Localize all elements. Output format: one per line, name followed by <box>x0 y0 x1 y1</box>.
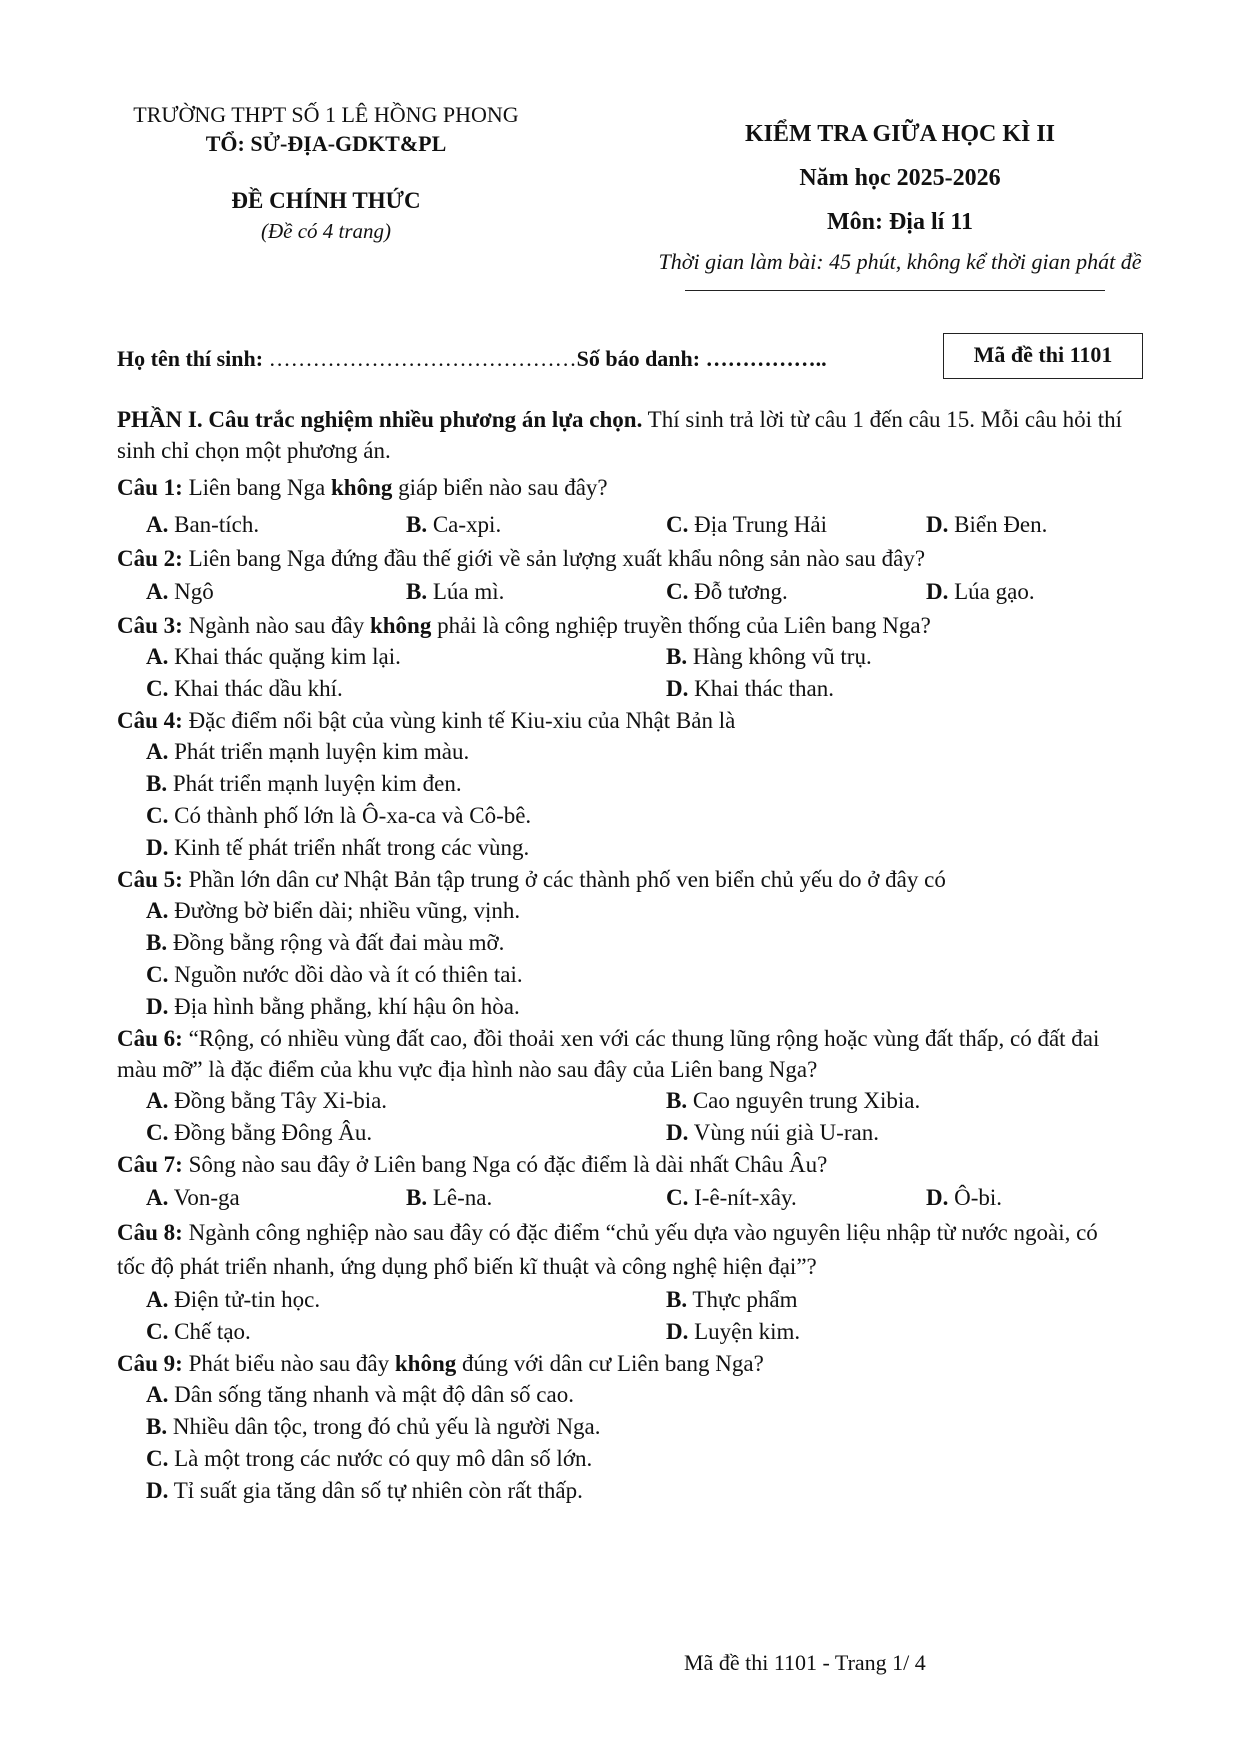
exam-body <box>117 404 1127 1507</box>
question <box>117 472 1127 503</box>
department-name: TỔ: SỬ-ĐỊA-GDKT&PL <box>205 131 447 156</box>
option-row <box>146 1085 1127 1117</box>
option-c[interactable]: C. I-ê-nít-xây. <box>666 1185 797 1210</box>
school-year: Năm học 2025-2026 <box>799 165 1001 191</box>
option-a[interactable]: A. Khai thác quặng kim lại. <box>146 644 401 669</box>
question-label: Câu 8: <box>117 1220 183 1245</box>
option-d[interactable]: D. Vùng núi già U-ran. <box>666 1120 879 1145</box>
option-b[interactable]: B. Phát triển mạnh luyện kim đen. <box>146 771 462 796</box>
question-text: Ngành công nghiệp nào sau đây có đặc điểm “chủ yếu dựa vào nguyên liệu nhập từ nước ngoài, có tốc độ phát triển nhanh, ứng dụng phổ biến kĩ thuật và công nghệ hiện đại”? <box>117 1220 1098 1279</box>
exam-title: KIỂM TRA GIỮA HỌC KÌ II <box>744 121 1056 147</box>
official-label: ĐỀ CHÍNH THỨC <box>231 188 421 213</box>
question <box>117 1216 1127 1284</box>
exam-code-box <box>943 333 1143 379</box>
question-emphasis: không <box>369 613 432 638</box>
option-a[interactable]: A. Ngô <box>146 579 214 604</box>
option-c[interactable]: C. Chế tạo. <box>146 1319 251 1344</box>
option-c[interactable]: C. Khai thác dầu khí. <box>146 676 343 701</box>
option-a[interactable]: A. Von-ga <box>146 1185 240 1210</box>
question <box>117 610 1127 641</box>
question <box>117 1023 1127 1085</box>
subject: Môn: Địa lí 11 <box>826 209 973 235</box>
question-emphasis: không <box>331 475 393 500</box>
option-a[interactable]: A. Phát triển mạnh luyện kim màu. <box>146 739 470 764</box>
option-b[interactable]: B. Hàng không vũ trụ. <box>666 644 872 669</box>
question <box>117 1348 1127 1379</box>
option-c[interactable]: C. Địa Trung Hải <box>666 512 828 537</box>
option-row <box>146 1284 1127 1316</box>
question-text: giáp biển nào sau đây? <box>392 475 608 500</box>
question-text: Phát biểu nào sau đây <box>182 1351 395 1376</box>
option-a[interactable]: A. Ban-tích. <box>146 512 260 537</box>
option-row <box>146 1316 1127 1348</box>
option-d[interactable]: D. Ô-bi. <box>926 1185 1003 1210</box>
option-d[interactable]: D. Khai thác than. <box>666 676 834 701</box>
question <box>117 543 1127 574</box>
option-row <box>146 1117 1127 1149</box>
option-c[interactable]: C. Là một trong các nước có quy mô dân số lớn. <box>146 1446 593 1471</box>
question-text: “Rộng, có nhiều vùng đất cao, đồi thoải xen với các thung lũng rộng hoặc vùng đất thấp, có đất đai màu mỡ” là đặc điểm của khu vực địa hình nào sau đây của Liên bang Nga? <box>117 1026 1100 1082</box>
question-text: Liên bang Nga <box>182 475 331 500</box>
option-b[interactable]: B. Đồng bằng rộng và đất đai màu mỡ. <box>146 930 505 955</box>
question-label: Câu 6: <box>117 1026 183 1051</box>
option-c[interactable]: C. Nguồn nước dồi dào và ít có thiên tai. <box>146 962 523 987</box>
option-c[interactable]: C. Đồng bằng Đông Âu. <box>146 1120 373 1145</box>
question-label: Câu 2: <box>117 546 183 571</box>
option-d[interactable]: D. Lúa gạo. <box>926 579 1035 604</box>
question-label: Câu 9: <box>117 1351 183 1376</box>
question-label: Câu 7: <box>117 1152 183 1177</box>
exam-code: Mã đề thi 1101 <box>973 342 1113 367</box>
page-footer: Mã đề thi 1101 - Trang 1/ 4 <box>684 1650 926 1675</box>
header-divider <box>685 290 1105 291</box>
question <box>117 705 1127 736</box>
option-c[interactable]: C. Đỗ tương. <box>666 579 788 604</box>
option-b[interactable]: B. Lúa mì. <box>406 579 505 604</box>
name-dots: …………………………………… <box>268 346 577 371</box>
question-text: Ngành nào sau đây <box>182 613 370 638</box>
option-c[interactable]: C. Có thành phố lớn là Ô-xa-ca và Cô-bê. <box>146 803 532 828</box>
option-a[interactable]: A. Dân sống tăng nhanh và mật độ dân số cao. <box>146 1382 574 1407</box>
question-text: Phần lớn dân cư Nhật Bản tập trung ở các thành phố ven biển chủ yếu do ở đây có <box>182 867 946 892</box>
option-row <box>146 1180 1127 1216</box>
question-text: phải là công nghiệp truyền thống của Liên bang Nga? <box>431 613 931 638</box>
option-d[interactable]: D. Luyện kim. <box>666 1319 801 1344</box>
option-row <box>146 641 1127 673</box>
option-row <box>146 507 1127 543</box>
part-instruction: Thí sinh trả lời từ câu 1 đến câu 15. Mỗi câu hỏi thí sinh chỉ chọn một phương án. <box>117 407 1122 463</box>
exam-header <box>600 112 1200 280</box>
option-d[interactable]: D. Biển Đen. <box>926 512 1048 537</box>
question-label: Câu 5: <box>117 867 183 892</box>
question <box>117 864 1127 895</box>
part-title: PHẦN I. Câu trắc nghiệm nhiều phương án lựa chọn. <box>117 407 643 432</box>
question-label: Câu 4: <box>117 708 183 733</box>
option-d[interactable]: D. Địa hình bằng phẳng, khí hậu ôn hòa. <box>146 994 520 1019</box>
question-label: Câu 3: <box>117 613 183 638</box>
option-b[interactable]: B. Nhiều dân tộc, trong đó chủ yếu là người Nga. <box>146 1414 601 1439</box>
option-a[interactable]: A. Đường bờ biển dài; nhiều vũng, vịnh. <box>146 898 521 923</box>
pages-note: (Đề có 4 trang) <box>260 219 392 243</box>
option-b[interactable]: B. Cao nguyên trung Xibia. <box>666 1088 921 1113</box>
question-text: Đặc điểm nổi bật của vùng kinh tế Kiu-xiu của Nhật Bản là <box>182 708 736 733</box>
question-text: đúng với dân cư Liên bang Nga? <box>456 1351 764 1376</box>
option-b[interactable]: B. Lê-na. <box>406 1185 493 1210</box>
question-text: Liên bang Nga đứng đầu thế giới về sản lượng xuất khẩu nông sản nào sau đây? <box>182 546 926 571</box>
part-heading <box>117 404 1127 466</box>
question-text: Sông nào sau đây ở Liên bang Nga có đặc điểm là dài nhất Châu Âu? <box>182 1152 828 1177</box>
option-a[interactable]: A. Đồng bằng Tây Xi-bia. <box>146 1088 388 1113</box>
name-label: Họ tên thí sinh: <box>117 346 269 371</box>
exam-time: Thời gian làm bài: 45 phút, không kể thời gian phát đề <box>658 249 1142 274</box>
question-label: Câu 1: <box>117 475 183 500</box>
school-header <box>106 100 546 158</box>
option-row <box>146 673 1127 705</box>
official-block <box>106 186 546 246</box>
question <box>117 1149 1127 1180</box>
option-d[interactable]: D. Kinh tế phát triển nhất trong các vùng. <box>146 835 530 860</box>
question-emphasis: không <box>394 1351 457 1376</box>
option-b[interactable]: B. Ca-xpi. <box>406 512 502 537</box>
id-dots: …………….. <box>705 346 827 371</box>
option-row <box>146 574 1127 610</box>
option-a[interactable]: A. Điện tử-tin học. <box>146 1287 321 1312</box>
candidate-line <box>117 346 827 372</box>
option-b[interactable]: B. Thực phẩm <box>666 1287 798 1312</box>
school-name: TRƯỜNG THPT SỐ 1 LÊ HỒNG PHONG <box>133 102 519 127</box>
option-d[interactable]: D. Tỉ suất gia tăng dân số tự nhiên còn rất thấp. <box>146 1478 583 1503</box>
id-label: Số báo danh: <box>576 346 706 371</box>
